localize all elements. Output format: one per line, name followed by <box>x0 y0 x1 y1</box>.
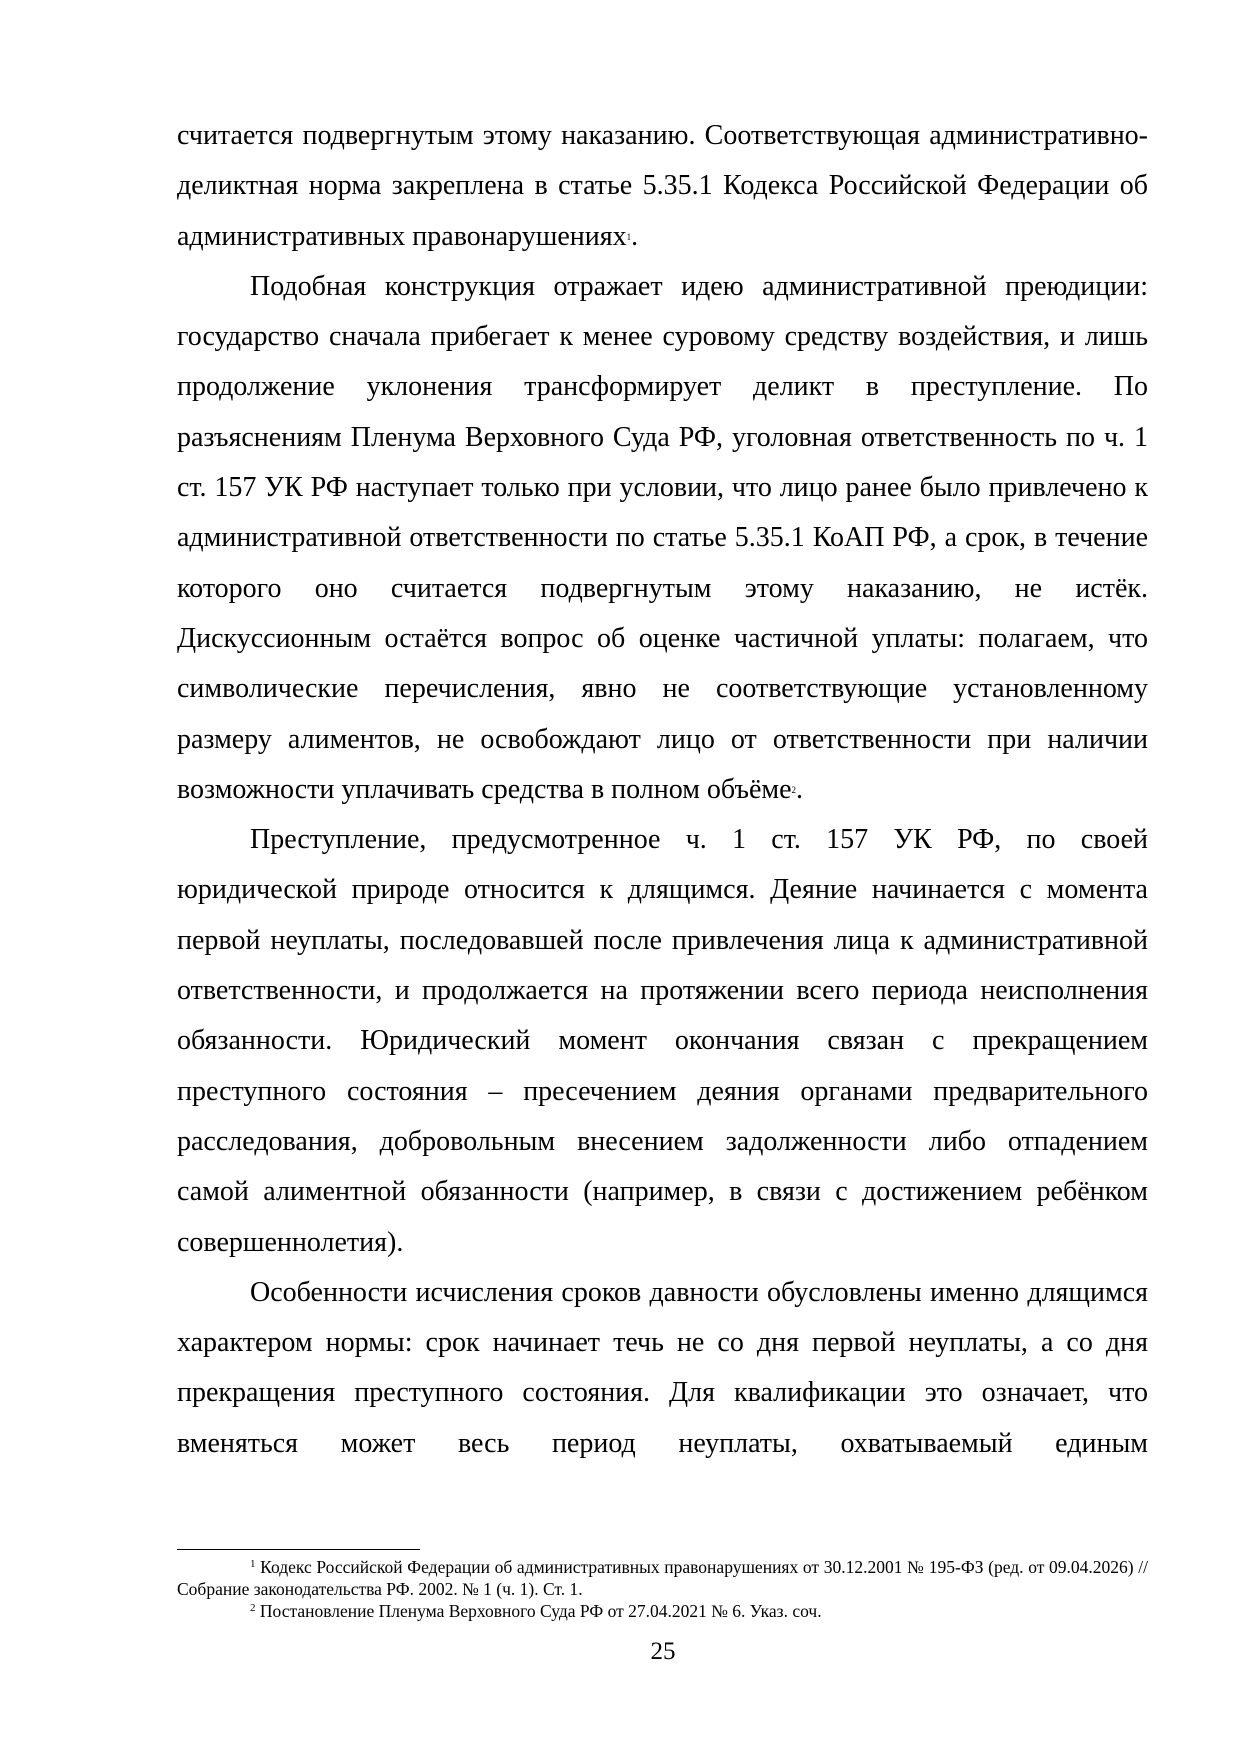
footnote-number: 1 <box>250 1558 256 1570</box>
paragraph-text: Особенности исчисления сроков давности обусловлены именно длящимся характером нормы: срок начинает течь не со дня первой неуплаты, а со дня прекращения преступного состояния. Для квалификации это означает, что вменяться может весь период неуплаты, охватываемый единым <box>177 1276 1148 1459</box>
paragraph-continuation <box>177 111 1148 262</box>
body-text <box>177 111 1148 1469</box>
page-number: 25 <box>650 1638 676 1665</box>
footnote-text: Постановление Пленума Верховного Суда РФ от 27.04.2021 № 6. Указ. соч. <box>259 1601 822 1621</box>
footnotes <box>177 1556 1148 1622</box>
paragraph <box>177 262 1148 815</box>
paragraph-tail: . <box>631 220 639 252</box>
paragraph-text: Преступление, предусмотренное ч. 1 ст. 157 УК РФ, по своей юридической природе относится к длящимся. Деяние начинается с момента первой неуплаты, последовавшей после привлечения лица к административной ответственности, и продолжается на протяжении всего периода неисполнения обязанности. Юридический момент окончания связан с прекращением преступного состояния – пресечением деяния органами предварительного расследования, добровольным внесением задолженности либо отпадением самой алиментной обязанности (например, в связи с достижением ребёнком совершеннолетия). <box>177 824 1148 1258</box>
footnote-number: 2 <box>250 1602 256 1614</box>
footnote <box>177 1600 1148 1622</box>
footnote-text: Кодекс Российской Федерации об административных правонарушениях от 30.12.2001 № 195-ФЗ (ред. от 09.04.2026) // Собрание законодательства РФ. 2002. № 1 (ч. 1). Ст. 1. <box>177 1557 1149 1599</box>
paragraph-text: считается подвергнутым этому наказанию. Соответствующая административно-деликтная норма закреплена в статье 5.35.1 Кодекса Российской Федерации об административных правонарушениях <box>177 120 1148 252</box>
paragraph <box>177 815 1148 1268</box>
paragraph-tail: . <box>796 773 804 805</box>
paragraph-text: Подобная конструкция отражает идею административной преюдиции: государство сначала прибегает к менее суровому средству воздействия, и лишь продолжение уклонения трансформирует деликт в преступление. По разъяснениям Пленума Верховного Суда РФ, уголовная ответственность по ч. 1 ст. 157 УК РФ наступает только при условии, что лицо ранее было привлечено к административной ответственности по статье 5.35.1 КоАП РФ, а срок, в течение которого оно считается подвергнутым этому наказанию, не истёк. Дискуссионным остаётся вопрос об оценке частичной уплаты: полагаем, что символические перечисления, явно не соответствующие установленному размеру алиментов, не освобождают лицо от ответственности при наличии возможности уплачивать средства в полном объёме <box>177 270 1148 805</box>
footnote-reference[interactable]: 2 <box>791 784 797 795</box>
footnote-reference[interactable]: 1 <box>626 231 632 242</box>
footnote <box>177 1556 1148 1600</box>
paragraph <box>177 1268 1148 1469</box>
footnote-separator <box>177 1549 420 1550</box>
